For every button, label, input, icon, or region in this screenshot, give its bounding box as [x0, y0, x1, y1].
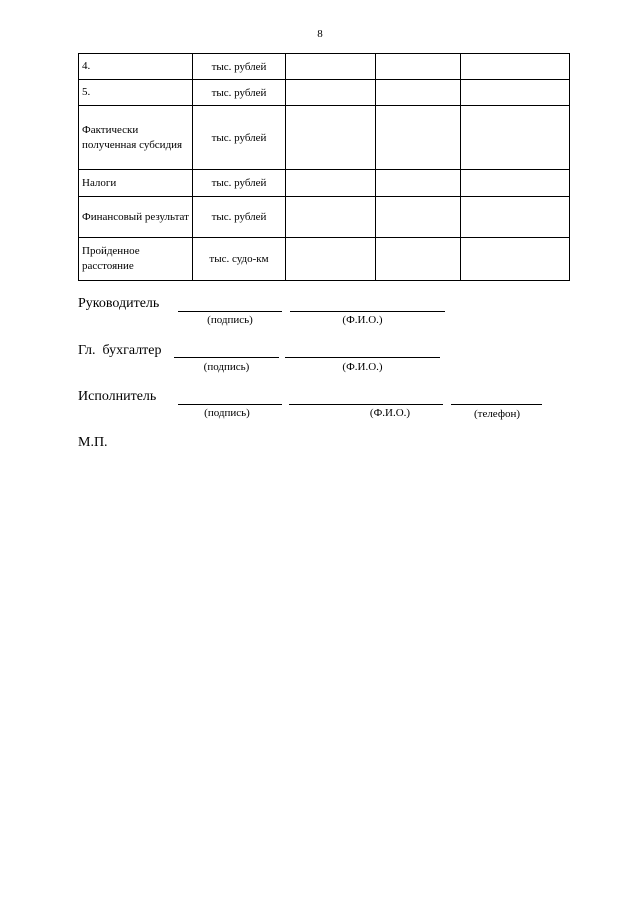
report-table	[78, 53, 570, 281]
empty-cell	[376, 106, 461, 170]
row-unit: тыс. рублей	[193, 106, 286, 170]
table-row	[79, 170, 570, 197]
executor-signature-line	[178, 404, 282, 405]
row-label: Фактически полученная субсидия	[79, 106, 193, 170]
executor-phone-line	[451, 404, 542, 405]
table-row	[79, 106, 570, 170]
row-unit: тыс. рублей	[193, 54, 286, 80]
accountant-signature-line	[174, 357, 279, 358]
executor-phone-caption: (телефон)	[473, 408, 521, 420]
empty-cell	[461, 238, 570, 281]
empty-cell	[461, 80, 570, 106]
empty-cell	[461, 54, 570, 80]
empty-cell	[461, 197, 570, 238]
row-label: Финансовый результат	[79, 197, 193, 238]
table-row	[79, 238, 570, 281]
table-row	[79, 197, 570, 238]
row-label: 4.	[79, 54, 193, 80]
row-label: Пройденное расстояние	[79, 238, 193, 281]
empty-cell	[286, 170, 376, 197]
empty-cell	[286, 238, 376, 281]
empty-cell	[286, 80, 376, 106]
empty-cell	[376, 54, 461, 80]
table-row	[79, 54, 570, 80]
director-signature-line	[178, 311, 282, 312]
executor-label: Исполнитель	[78, 389, 157, 404]
empty-cell	[376, 238, 461, 281]
row-unit: тыс. судо-км	[193, 238, 286, 281]
director-name-line	[290, 311, 445, 312]
accountant-label: Гл. бухгалтер	[78, 343, 162, 358]
stamp-label: М.П.	[78, 435, 108, 450]
executor-signature-caption: (подпись)	[204, 407, 250, 419]
director-signature-caption: (подпись)	[207, 314, 253, 326]
empty-cell	[286, 197, 376, 238]
row-unit: тыс. рублей	[193, 197, 286, 238]
empty-cell	[376, 80, 461, 106]
row-unit: тыс. рублей	[193, 80, 286, 106]
row-label: Налоги	[79, 170, 193, 197]
director-name-caption: (Ф.И.О.)	[342, 314, 383, 326]
empty-cell	[286, 106, 376, 170]
executor-name-line	[289, 404, 443, 405]
empty-cell	[286, 54, 376, 80]
accountant-name-line	[285, 357, 440, 358]
page-number: 8	[317, 28, 323, 40]
empty-cell	[376, 197, 461, 238]
empty-cell	[461, 170, 570, 197]
accountant-name-caption: (Ф.И.О.)	[342, 361, 383, 373]
empty-cell	[376, 170, 461, 197]
empty-cell	[461, 106, 570, 170]
accountant-signature-caption: (подпись)	[203, 361, 250, 373]
director-label: Руководитель	[78, 296, 160, 311]
table-row	[79, 80, 570, 106]
row-label: 5.	[79, 80, 193, 106]
row-unit: тыс. рублей	[193, 170, 286, 197]
executor-name-caption: (Ф.И.О.)	[369, 407, 411, 419]
